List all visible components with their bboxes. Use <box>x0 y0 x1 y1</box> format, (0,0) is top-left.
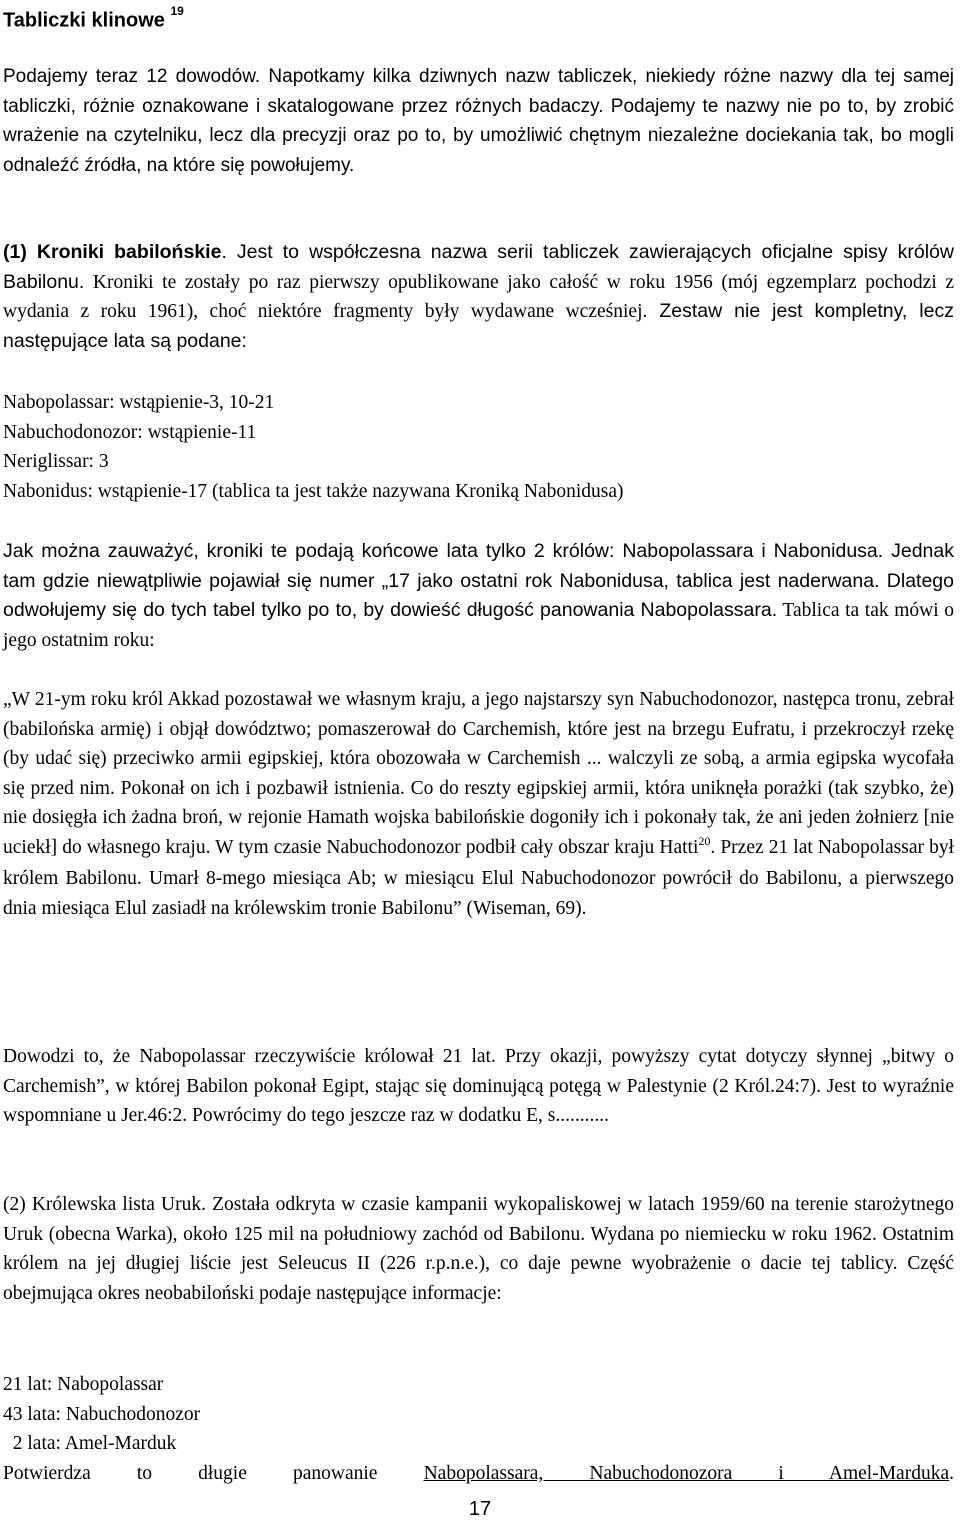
list-item: Neriglissar: 3 <box>3 451 109 472</box>
quote-text-a: „W 21-ym roku król Akkad pozostawał we własnym kraju, a jego najstarszy syn Nabuchodonozor, następca tronu, zebrał (babilońska armię) i objął dowództwo; pomaszerował do Carchemish, które jest na brzegu Eufratu, i przekroczył rzekę (by udać się) przeciwko armii egipskiej, która obozowała w Carchemish ... walczyli ze sobą, a armia egipska wycofała się przed nim. Pokonał on ich i pozbawił istnienia. Co do reszty egipskiej armii, która uniknęła porażki (tak szybko, że) nie dosięgła ich żadna broń, w rejonie Hamath wojska babilońskie dogoniły ich i pokonały tak, że ani jeden żołnierz [nie uciekł] do własnego kraju. W tym czasie Nabuchodonozor podbił cały obszar kraju Hatti <box>3 689 954 858</box>
list-item: Nabuchodonozor: wstąpienie-11 <box>3 421 257 443</box>
section-kroniki-text-b: Kroniki te zostały po raz pierwszy opublikowane jako całość w roku 1956 (mój egzemplarz pochodzi z wydania z roku 1961), choć niektóre fragmenty były wydawane wcześniej. <box>3 271 954 322</box>
final-line-underlined: Nabopolassara, Nabuchodonozora i Amel-Marduka <box>423 1463 950 1484</box>
uruk-list <box>3 1370 954 1459</box>
footnote-marker[interactable]: 20 <box>698 833 711 848</box>
final-line-suffix: . <box>949 1463 954 1484</box>
page-number: 17 <box>468 1498 492 1520</box>
section-heading <box>3 0 184 36</box>
analysis-paragraph <box>3 537 954 655</box>
kings-list <box>3 388 954 506</box>
final-line <box>3 1459 954 1489</box>
section-uruk-paragraph: (2) Królewska lista Uruk. Została odkryta w czasie kampanii wykopaliskowej w latach 1959/60 na terenie starożytnego Uruk (obecna Warka), około 125 mil na południowy zachód od Babilonu. Wydana po niemiecku w roku 1962. Ostatnim królem na jej długiej liście jest Seleucus II (226 r.p.n.e.), co daje pewne wyobrażenie o dacie tej tablicy. Część obejmująca okres neobabiloński podaje następujące informacje: <box>3 1194 954 1304</box>
list-item: Nabonidus: wstąpienie-17 (tablica ta jest także nazywana Kroniką Nabonidusa) <box>3 480 624 502</box>
list-item: 43 lata: Nabuchodonozor <box>3 1403 201 1425</box>
final-line-prefix: Potwierdza to długie panowanie <box>3 1463 424 1484</box>
list-item: 2 lata: Amel-Marduk <box>3 1433 177 1454</box>
list-item: Nabopolassar: wstąpienie-3, 10-21 <box>3 392 275 413</box>
list-item: 21 lat: Nabopolassar <box>3 1374 164 1395</box>
section-kroniki-label: (1) Kroniki babilońskie <box>3 241 222 263</box>
conclusion-paragraph: Dowodzi to, że Nabopolassar rzeczywiście królował 21 lat. Przy okazji, powyższy cytat dotyczy słynnej „bitwy o Carchemish”, w której Babilon pokonał Egipt, stając się dominującą potęgą w Palestynie (2 Król.24:7). Jest to wyraźnie wspomniane u Jer.46:2. Powrócimy do tego jeszcze raz w dodatku E, s........... <box>3 1046 954 1126</box>
quote-text-b: . Przez 21 lat Nabopolassar był królem Babilonu. Umarł 8-mego miesiąca Ab; w miesiącu Elul Nabuchodonozor powrócił do Babilonu, a pierwszego dnia miesiąca Elul zasiadł na królewskim tronie Babilonu” (Wiseman, 69). <box>3 836 954 919</box>
analysis-text-a: Jak można zauważyć, kroniki te podają końcowe lata tylko 2 królów: Nabopolassara i Nabonidusa. Jednak tam gdzie niewątpliwie pojawiał się numer „17 jako ostatni rok Nabonidusa, tablica jest naderwana. Dlatego odwołujemy się do tych tabel tylko po to, by dowieść długość panowania Nabopolassara. <box>3 540 954 621</box>
section-kroniki-text-c: Zestaw nie jest kompletny, lecz następujące lata są podane: <box>3 300 954 352</box>
heading-title: Tabliczki klinowe <box>3 9 165 32</box>
section-kroniki-paragraph <box>3 238 954 356</box>
footnote-marker[interactable]: 19 <box>170 4 184 18</box>
intro-paragraph: Podajemy teraz 12 dowodów. Napotkamy kilka dziwnych nazw tabliczek, niekiedy różne nazwy dla tej samej tabliczki, różnie oznakowane i skatalogowane przez różnych badaczy. Podajemy te nazwy nie po to, by zrobić wrażenie na czytelniku, lecz dla precyzji oraz po to, by umożliwić chętnym niezależne dociekania tak, bo mogli odnaleźć źródła, na które się powołujemy. <box>3 66 954 176</box>
analysis-text-b: Tablica ta tak mówi o jego ostatnim roku: <box>3 600 955 651</box>
section-kroniki-text-a: . Jest to współczesna nazwa serii tabliczek zawierających oficjalne spisy królów Babilonu. <box>3 241 954 293</box>
quote-paragraph <box>3 685 954 923</box>
